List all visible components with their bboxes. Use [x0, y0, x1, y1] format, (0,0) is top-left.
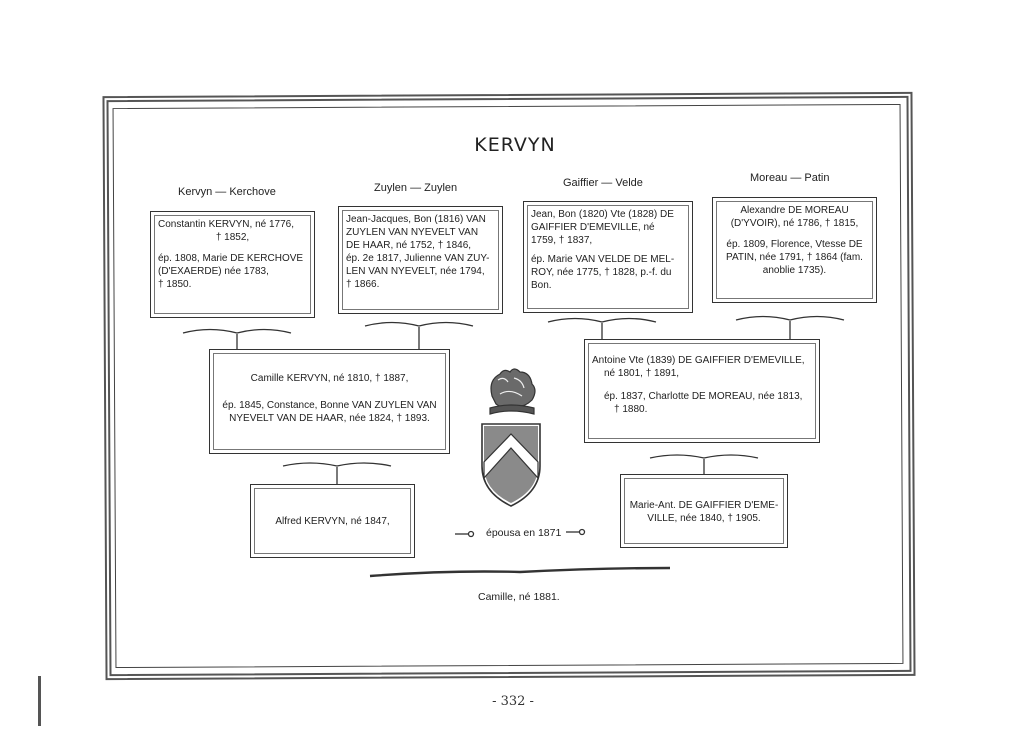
text-line: † 1880.	[614, 404, 648, 415]
text-line: ROY, née 1775, † 1828, p.-f. du	[531, 267, 672, 278]
text-line: Alexandre DE MOREAU	[740, 205, 849, 216]
couple-label-moreau-patin: Moreau — Patin	[750, 172, 830, 184]
scan-artifact	[38, 676, 41, 726]
text-line: VILLE, née 1840, † 1905.	[647, 513, 761, 524]
text-line: (D'YVOIR), né 1786, † 1815,	[730, 218, 859, 229]
couple-label-gaiffier-velde: Gaiffier — Velde	[563, 177, 643, 189]
text-line: Bon.	[531, 280, 552, 291]
text-line: ép. 1837, Charlotte DE MOREAU, née 1813,	[604, 391, 803, 402]
child-label: Camille, né 1881.	[478, 591, 560, 603]
text-line: † 1866.	[346, 279, 380, 290]
box-antoine-gaiffier	[584, 339, 820, 443]
text-line: Alfred KERVYN, né 1847,	[275, 516, 390, 527]
text-line: 1759, † 1837,	[531, 235, 593, 246]
box-kervyn-kerchove	[150, 211, 315, 318]
text-line: (D'EXAERDE) née 1783,	[158, 266, 269, 277]
text-line: ép. 1845, Constance, Bonne VAN ZUYLEN VAN	[222, 400, 437, 411]
coat-of-arms-icon	[478, 366, 544, 510]
box-marie-gaiffier	[620, 474, 788, 548]
text-line: DE HAAR, né 1752, † 1846,	[346, 240, 472, 251]
text-line: Marie-Ant. DE GAIFFIER D'EME-	[629, 500, 779, 511]
text-line: GAIFFIER D'EMEVILLE, né	[531, 222, 655, 233]
text-line: Jean-Jacques, Bon (1816) VAN	[346, 214, 486, 225]
page-number: - 332 -	[492, 694, 534, 709]
text-line: ZUYLEN VAN NYEVELT VAN	[346, 227, 479, 238]
text-line: Antoine Vte (1839) DE GAIFFIER D'EMEVILLE,	[592, 355, 805, 366]
text-line: ép. 1809, Florence, Vtesse DE	[726, 239, 863, 250]
text-line: † 1852,	[215, 232, 250, 243]
text-line: LEN VAN NYEVELT, née 1794,	[346, 266, 485, 277]
box-zuylen-zuylen	[338, 206, 503, 314]
text-line: Camille KERVYN, né 1810, † 1887,	[250, 373, 409, 384]
box-alfred-kervyn	[250, 484, 415, 558]
text-line: Jean, Bon (1820) Vte (1828) DE	[531, 209, 674, 220]
text-line: ép. Marie VAN VELDE DE MEL-	[531, 254, 675, 265]
text-line: né 1801, † 1891,	[604, 368, 680, 379]
text-line: ép. 2e 1817, Julienne VAN ZUY-	[346, 253, 490, 264]
couple-label-kervyn-kerchove: Kervyn — Kerchove	[178, 186, 276, 198]
text-line: PATIN, née 1791, † 1864 (fam.	[726, 252, 863, 263]
text-line: Constantin KERVYN, né 1776,	[158, 219, 295, 230]
text-line: anoblie 1735).	[762, 265, 827, 276]
marriage-label: épousa en 1871	[486, 527, 562, 539]
text-line: ép. 1808, Marie DE KERCHOVE	[158, 253, 304, 264]
box-camille-kervyn	[209, 349, 450, 454]
box-gaiffier-velde	[523, 201, 693, 313]
text-line: † 1850.	[158, 279, 192, 290]
page-title: KERVYN	[474, 134, 556, 156]
box-moreau-patin	[712, 197, 877, 303]
text-line: NYEVELT VAN DE HAAR, née 1824, † 1893.	[229, 413, 430, 424]
couple-label-zuylen-zuylen: Zuylen — Zuylen	[374, 182, 458, 194]
